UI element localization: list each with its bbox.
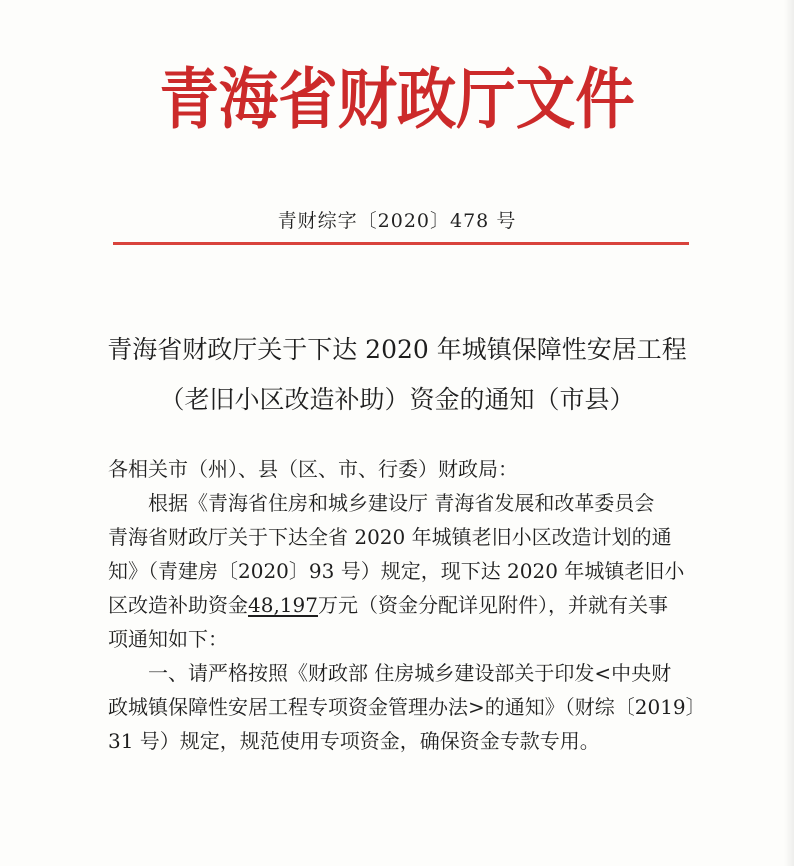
issuer-title: 青海省财政厅文件 bbox=[159, 60, 635, 138]
para2-line-1 bbox=[108, 656, 688, 690]
para1-line-4 bbox=[108, 588, 688, 622]
para2-line-2 bbox=[108, 690, 706, 724]
body-text bbox=[108, 452, 706, 758]
doc-number: 青财综字〔2020〕478 号 bbox=[277, 210, 517, 232]
para1-line-1-text: 根据《青海省住房和城乡建设厅 青海省发展和改革委员会 bbox=[148, 491, 655, 515]
funding-amount: 48,197 bbox=[248, 593, 318, 617]
title-line-1: 青海省财政厅关于下达 2020 年城镇保障性安居工程 bbox=[107, 335, 687, 364]
para1-line-5 bbox=[108, 622, 688, 656]
para1-line-1 bbox=[108, 486, 688, 520]
para2-line-1-text: 一、请严格按照《财政部 住房城乡建设部关于印发<中央财 bbox=[148, 661, 672, 685]
para1-line-3 bbox=[108, 554, 688, 588]
red-divider bbox=[113, 242, 689, 245]
para2-line-3-text: 31 号）规定，规范使用专项资金，确保资金专款专用。 bbox=[108, 729, 600, 753]
para1-line-4-pre: 区改造补助资金 bbox=[108, 593, 248, 617]
para1-line-5-text: 项通知如下： bbox=[108, 627, 228, 651]
para2-line-3 bbox=[108, 724, 688, 758]
addressee: 各相关市（州）、县（区、市、行委）财政局： bbox=[108, 457, 518, 481]
para1-line-2 bbox=[108, 520, 688, 554]
para2-line-2-text: 政城镇保障性安居工程专项资金管理办法>的通知》（财综〔2019〕 bbox=[108, 695, 706, 719]
para1-line-2-text: 青海省财政厅关于下达全省 2020 年城镇老旧小区改造计划的通 bbox=[108, 525, 672, 549]
document-title bbox=[0, 325, 794, 425]
title-line-2: （老旧小区改造补助）资金的通知（市县） bbox=[159, 385, 635, 414]
para1-line-3-text: 知》（青建房〔2020〕93 号）规定，现下达 2020 年城镇老旧小 bbox=[108, 559, 685, 583]
para1-line-4-post: 万元（资金分配详见附件），并就有关事 bbox=[317, 593, 668, 617]
page-edge-shadow bbox=[784, 0, 794, 866]
